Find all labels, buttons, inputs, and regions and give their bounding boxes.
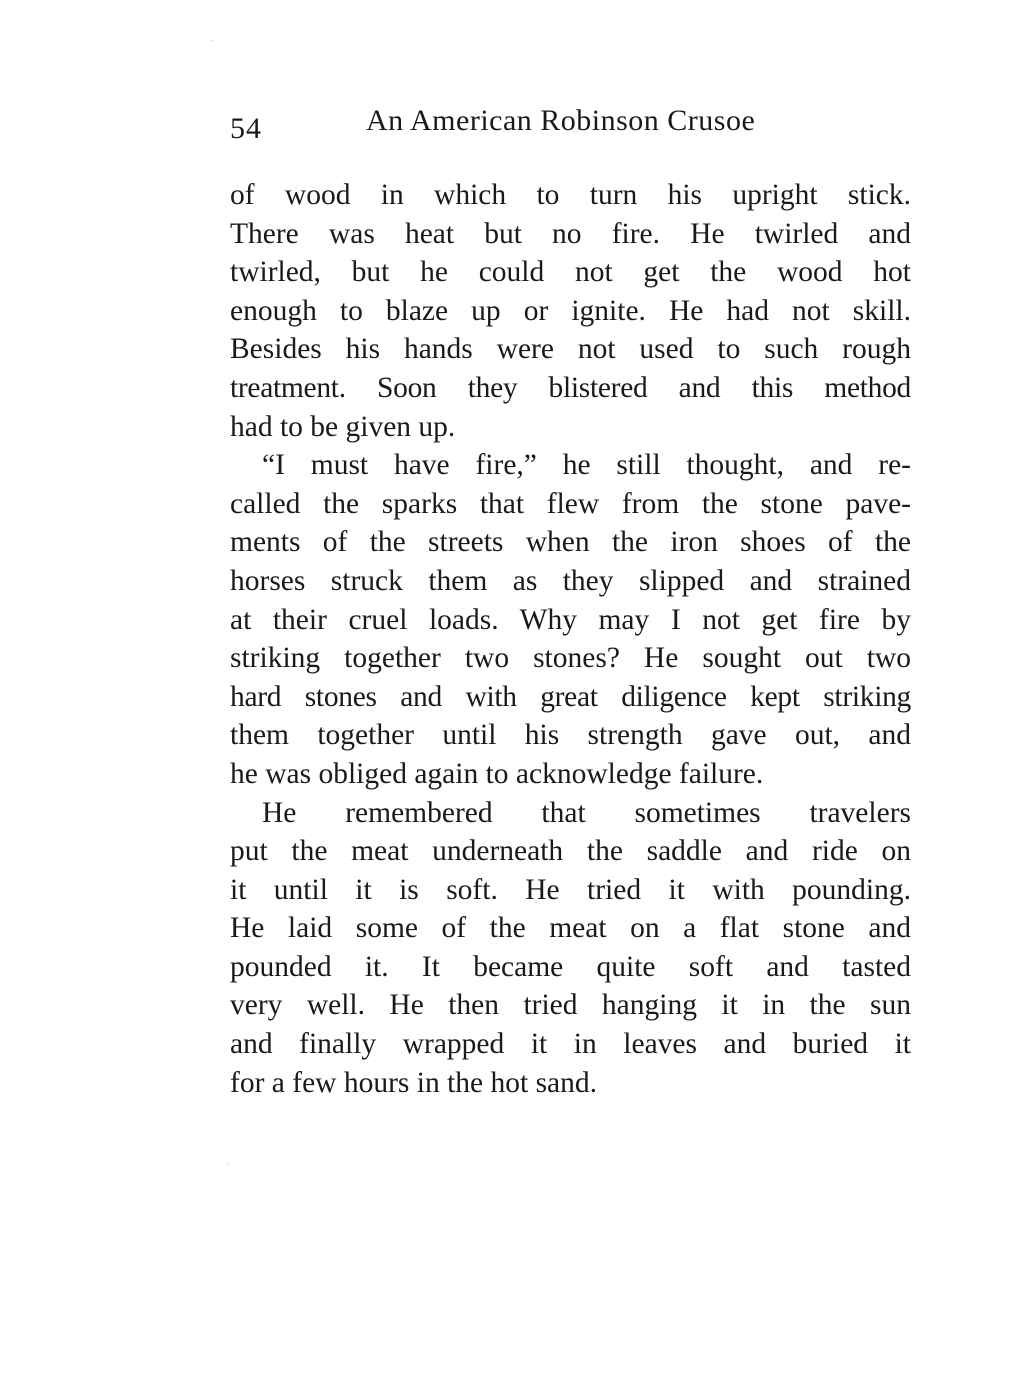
text-line: called the sparks that flew from the stone pave- (230, 487, 911, 520)
text-line: He laid some of the meat on a flat stone and (230, 912, 911, 945)
text-line: hard stones and with great diligence kept striking (230, 680, 911, 713)
paragraph-2 (230, 446, 911, 793)
text-line: very well. He then tried hanging it in the sun (230, 989, 911, 1022)
text-line: and finally wrapped it in leaves and buried it (230, 1028, 911, 1061)
text-line: Besides his hands were not used to such rough (230, 333, 911, 366)
text-line: ments of the streets when the iron shoes of the (230, 526, 911, 559)
paragraph-1 (230, 176, 911, 446)
text-line: treatment. Soon they blistered and this method (230, 371, 911, 404)
page-header (230, 104, 910, 148)
text-line: put the meat underneath the saddle and ride on (230, 835, 911, 868)
page-number: 54 (230, 112, 262, 145)
running-title: An American Robinson Crusoe (366, 104, 756, 137)
text-line: at their cruel loads. Why may I not get fire by (230, 603, 911, 636)
text-line: them together until his strength gave out, and (230, 719, 911, 752)
text-line: it until it is soft. He tried it with pounding. (230, 873, 911, 906)
text-line: “I must have fire,” he still thought, and re- (262, 449, 911, 482)
text-line: striking together two stones? He sought out two (230, 642, 911, 675)
text-line: twirled, but he could not get the wood hot (230, 256, 911, 289)
text-line: he was obliged again to acknowledge failure. (230, 757, 764, 790)
scan-speck (228, 1164, 229, 1165)
text-line: He remembered that sometimes travelers (262, 796, 911, 829)
text-line: There was heat but no fire. He twirled and (230, 217, 911, 250)
text-line: horses struck them as they slipped and strained (230, 564, 911, 597)
text-line: enough to blaze up or ignite. He had not skill. (230, 294, 911, 327)
text-line: pounded it. It became quite soft and tasted (230, 950, 911, 983)
text-line: of wood in which to turn his upright stick. (230, 179, 911, 211)
body-text (230, 176, 911, 1102)
scan-speck (212, 40, 213, 41)
text-line: for a few hours in the hot sand. (230, 1066, 598, 1099)
paragraph-3 (230, 794, 911, 1103)
text-line: had to be given up. (230, 410, 456, 443)
